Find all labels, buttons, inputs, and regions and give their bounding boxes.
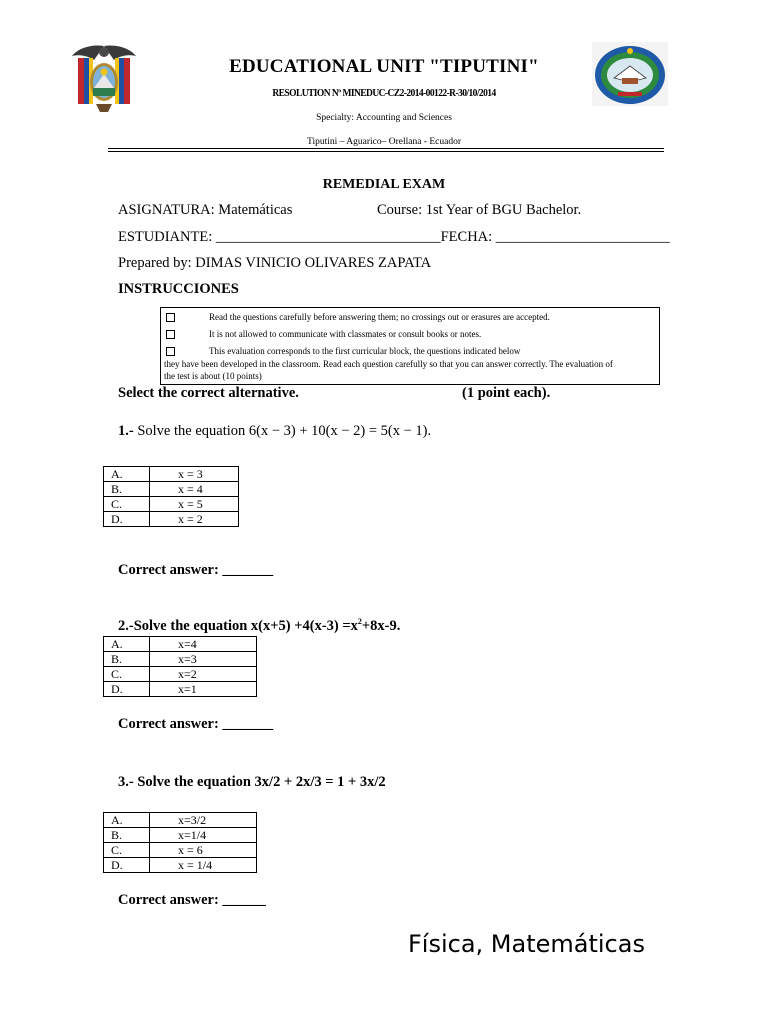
footer-caption: Física, Matemáticas — [408, 930, 645, 958]
ecuador-coat-of-arms-logo — [70, 42, 138, 114]
option-value: x = 5 — [150, 497, 239, 512]
option-letter: C. — [104, 667, 150, 682]
option-letter: D. — [104, 858, 150, 873]
instructions-heading: INSTRUCCIONES — [118, 281, 239, 297]
section-instruction: Select the correct alternative. — [118, 385, 299, 401]
option-value: x=3 — [150, 652, 257, 667]
options-table-q3 — [103, 812, 257, 873]
question-2 — [118, 618, 400, 635]
location-line: Tiputini – Aguarico– Orellana - Ecuador — [307, 137, 461, 147]
exponent: 2 — [357, 617, 362, 627]
option-value: x=3/2 — [150, 813, 257, 828]
option-row — [104, 497, 239, 512]
instruction-item: It is not allowed to communicate with classmates or consult books or notes. — [166, 328, 654, 341]
correct-answer-q2: Correct answer: _______ — [118, 716, 274, 732]
option-value: x=2 — [150, 667, 257, 682]
subject-label: ASIGNATURA: Matemáticas — [118, 202, 293, 218]
option-letter: B. — [104, 828, 150, 843]
option-letter: A. — [104, 637, 150, 652]
option-row — [104, 482, 239, 497]
question-text-end: +8x-9. — [361, 618, 401, 634]
options-table-q1 — [103, 466, 239, 527]
instruction-item: This evaluation corresponds to the first curricular block, the questions indicated below — [166, 345, 654, 358]
option-value: x=1 — [150, 682, 257, 697]
option-row — [104, 652, 257, 667]
option-value: x = 4 — [150, 482, 239, 497]
school-title: EDUCATIONAL UNIT "TIPUTINI" — [229, 56, 539, 77]
option-value: x = 2 — [150, 512, 239, 527]
option-value: x=4 — [150, 637, 257, 652]
instruction-item: Read the questions carefully before answering them; no crossings out or erasures are accepted. — [166, 311, 654, 324]
question-number: 3.- — [118, 774, 134, 790]
question-1 — [118, 423, 431, 440]
instruction-continuation: they have been developed in the classroom. Read each question carefully so that you can answer correctly. The evaluation of — [164, 359, 613, 369]
question-number: 2.- — [118, 618, 134, 634]
option-value: x = 1/4 — [150, 858, 257, 873]
option-value: x=1/4 — [150, 828, 257, 843]
instruction-continuation: the test is about (10 points) — [164, 371, 262, 381]
option-row — [104, 682, 257, 697]
course-label: Course: 1st Year of BGU Bachelor. — [377, 202, 582, 218]
resolution-number: RESOLUTION Nº MINEDUC-CZ2-2014-00122-R-30/10/2014 — [272, 88, 496, 99]
option-row — [104, 828, 257, 843]
option-letter: A. — [104, 813, 150, 828]
option-letter: D. — [104, 682, 150, 697]
option-value: x = 6 — [150, 843, 257, 858]
question-text: Solve the equation x(x+5) +4(x-3) =x — [133, 618, 358, 634]
option-letter: A. — [104, 467, 150, 482]
header-divider-top — [108, 148, 664, 149]
prepared-by: Prepared by: DIMAS VINICIO OLIVARES ZAPATA — [118, 255, 432, 271]
option-row — [104, 467, 239, 482]
header-divider-bottom — [108, 151, 664, 152]
option-letter: C. — [104, 497, 150, 512]
option-row — [104, 637, 257, 652]
option-letter: D. — [104, 512, 150, 527]
correct-answer-q3: Correct answer: ______ — [118, 892, 266, 908]
exam-title: REMEDIAL EXAM — [322, 177, 446, 192]
option-row — [104, 843, 257, 858]
question-number: 1.- — [118, 423, 134, 439]
instructions-box — [160, 307, 660, 385]
option-letter: B. — [104, 652, 150, 667]
checkbox-icon — [166, 347, 175, 356]
question-3 — [118, 774, 386, 791]
options-table-q2 — [103, 636, 257, 697]
checkbox-icon — [166, 313, 175, 322]
option-letter: B. — [104, 482, 150, 497]
student-date-line: ESTUDIANTE: _______________________________FECHA: ________________________ — [118, 229, 670, 245]
correct-answer-q1: Correct answer: _______ — [118, 562, 274, 578]
option-letter: C. — [104, 843, 150, 858]
checkbox-icon — [166, 330, 175, 339]
option-row — [104, 667, 257, 682]
question-text: Solve the equation 3x/2 + 2x/3 = 1 + 3x/2 — [133, 774, 386, 790]
option-row — [104, 858, 257, 873]
question-text: Solve the equation 6(x − 3) + 10(x − 2) = 5(x − 1). — [133, 423, 432, 439]
option-row — [104, 813, 257, 828]
option-value: x = 3 — [150, 467, 239, 482]
specialty-line: Specialty: Accounting and Sciences — [316, 113, 452, 123]
option-row — [104, 512, 239, 527]
section-points: (1 point each). — [462, 385, 551, 401]
